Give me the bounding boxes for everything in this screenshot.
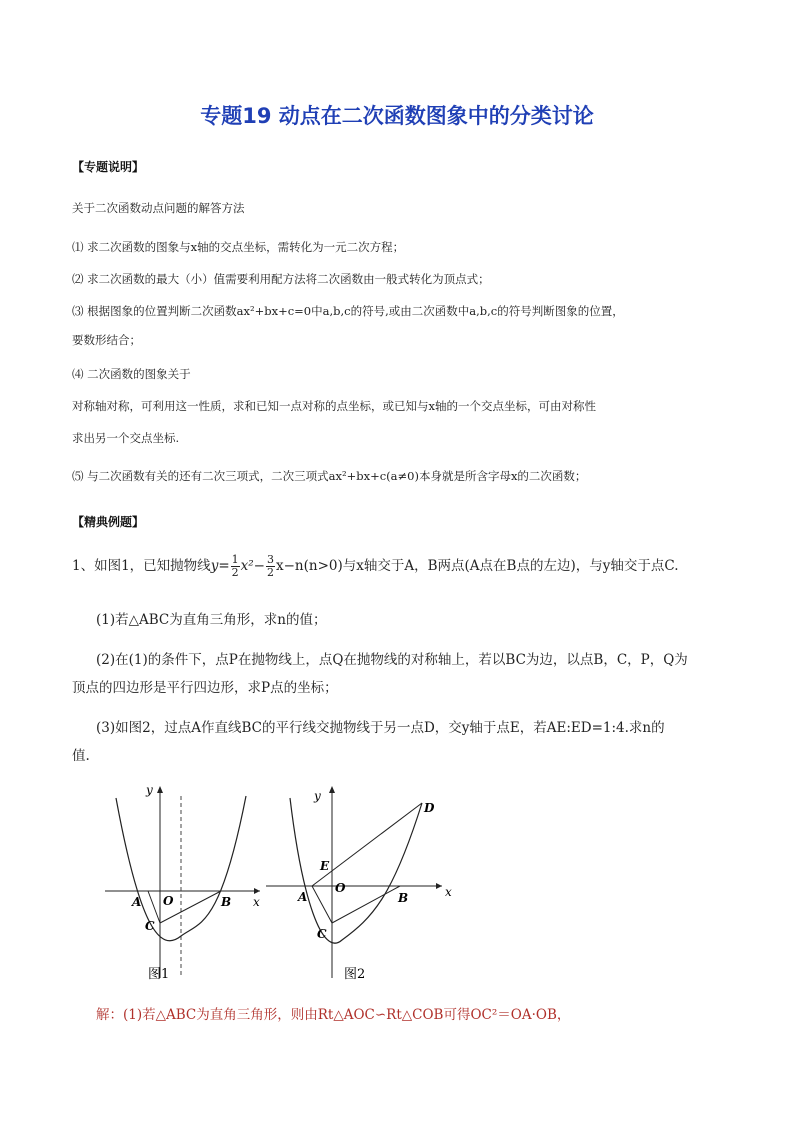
question-2-cont: 顶点的四边形是平行四边形，求P点的坐标； bbox=[72, 680, 338, 696]
label-y: y bbox=[314, 789, 321, 803]
method-item-1: ⑴ 求二次函数的图象与x轴的交点坐标，需转化为一元二次方程； bbox=[72, 240, 405, 254]
problem-lead: 1、如图1，已知抛物线 bbox=[72, 558, 211, 574]
question-1: (1)若△ABC为直角三角形，求n的值； bbox=[96, 612, 327, 628]
page-title: 专题19 动点在二次函数图象中的分类讨论 bbox=[200, 104, 594, 128]
problem-tail: x−n(n>0)与x轴交于A，B两点(A点在B点的左边)，与y轴交于点C. bbox=[275, 558, 679, 574]
line-ad bbox=[312, 803, 422, 886]
label-o: O bbox=[163, 894, 174, 908]
method-item-2: ⑵ 求二次函数的最大（小）值需要利用配方法将二次函数由一般式转化为顶点式； bbox=[72, 272, 490, 286]
label-e: E bbox=[320, 859, 330, 873]
question-3: (3)如图2，过点A作直线BC的平行线交抛物线于另一点D，交y轴于点E，若AE:ED=1:4.求n的 bbox=[96, 720, 665, 736]
section-heading-examples: 【精典例题】 bbox=[72, 515, 145, 529]
fraction-three-halves: $\frac{3}{2}$ bbox=[266, 553, 274, 579]
intro-text: 关于二次函数动点问题的解答方法 bbox=[72, 201, 245, 215]
x-axis-arrow bbox=[436, 883, 442, 889]
equation-y: y= bbox=[210, 558, 230, 574]
method-item-5: ⑸ 与二次函数有关的还有二次三项式，二次三项式ax²+bx+c(a≠0)本身就是所含字母x的二次函数； bbox=[72, 469, 587, 483]
section-heading-explanation: 【专题说明】 bbox=[72, 160, 145, 174]
method-item-3: ⑶ 根据图象的位置判断二次函数ax²+bx+c=0中a,b,c的符号,或由二次函数中a,b,c的符号判断图象的位置， bbox=[72, 304, 624, 318]
method-item-4: ⑷ 二次函数的图象关于 bbox=[72, 367, 191, 381]
method-item-3-cont: 要数形结合； bbox=[72, 333, 141, 347]
figure-1-diagram bbox=[100, 778, 270, 988]
question-2: (2)在(1)的条件下，点P在抛物线上，点Q在抛物线的对称轴上，若以BC为边，以点B，C，P，Q为 bbox=[96, 652, 688, 668]
y-axis-arrow bbox=[329, 786, 335, 793]
label-b: B bbox=[398, 891, 409, 905]
fraction-one-half: $\frac{1}{2}$ bbox=[231, 553, 239, 579]
equation-mid: x²− bbox=[240, 558, 265, 574]
label-d: D bbox=[424, 801, 435, 815]
label-x: x bbox=[253, 895, 260, 909]
label-y: y bbox=[146, 783, 153, 797]
label-c: C bbox=[145, 919, 155, 933]
label-c: C bbox=[317, 927, 327, 941]
method-item-4-end: 求出另一个交点坐标. bbox=[72, 431, 180, 445]
method-item-4-cont: 对称轴对称，可利用这一性质，求和已知一点对称的点坐标，或已知与x轴的一个交点坐标，可由对称性 bbox=[72, 399, 596, 413]
label-a: A bbox=[132, 895, 142, 909]
figure-1-caption: 图1 bbox=[148, 967, 170, 982]
problem-statement bbox=[72, 552, 679, 580]
label-b: B bbox=[221, 895, 232, 909]
label-o: O bbox=[335, 881, 346, 895]
solution-text: 解：(1)若△ABC为直角三角形，则由Rt△AOC∽Rt△COB可得OC²＝OA·OB， bbox=[96, 1007, 571, 1023]
figure-2-diagram bbox=[262, 778, 462, 988]
y-axis-arrow bbox=[157, 786, 163, 793]
x-axis-arrow bbox=[254, 888, 260, 894]
parabola bbox=[290, 798, 422, 943]
label-a: A bbox=[298, 890, 308, 904]
figure-2-caption: 图2 bbox=[344, 967, 366, 982]
label-x: x bbox=[445, 885, 452, 899]
question-3-cont: 值. bbox=[72, 748, 90, 764]
